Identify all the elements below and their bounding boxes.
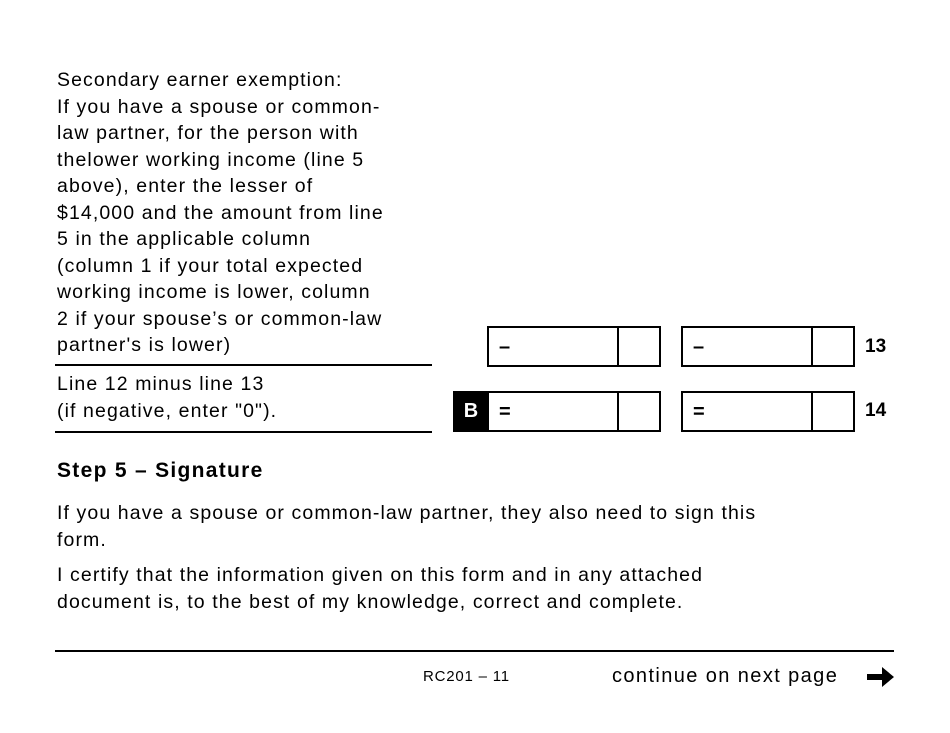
text-line: law partner, for the person with [57,122,359,144]
text-line: working income is lower, column [57,281,371,303]
text-line: partner's is lower) [57,334,232,356]
line13-column2-input[interactable] [681,326,855,367]
line13-description [57,67,384,359]
text-line: above), enter the lesser of [57,175,314,197]
minus-symbol: – [693,336,705,358]
equals-symbol: = [693,401,705,423]
text-line: Line 12 minus line 13 [57,373,265,395]
text-line: If you have a spouse or common-law partner, they also need to sign this [57,502,757,524]
line-number: 13 [865,336,887,357]
text-line: form. [57,528,107,551]
section-heading: Step 5 – Signature [57,459,264,482]
text-line: I certify that the information given on this form and in any attached [57,564,704,586]
step5-paragraph-1 [57,500,756,553]
text-line: $14,000 and the amount from line [57,201,384,224]
text-line: (column 1 if your total expected [57,254,364,277]
minus-symbol: – [499,336,511,358]
line-number: 14 [865,400,887,421]
amount-b-badge: B [453,391,489,432]
right-arrow-icon [867,666,894,688]
text-line: (if negative, enter "0"). [57,399,278,422]
text-line: 5 in the applicable column [57,228,312,250]
step5-paragraph-2 [57,562,703,615]
text-line: document is, to the best of my knowledge, correct and complete. [57,590,684,613]
form-page-id: RC201 – 11 [423,668,510,685]
line14-description [57,371,277,424]
divider [55,364,432,366]
text-line: If you have a spouse or common- [57,95,381,118]
equals-symbol: = [499,401,511,423]
line14-column2-input[interactable] [681,391,855,432]
continue-text: continue on next page [612,665,839,687]
text-line: thelower working income (line 5 [57,148,365,171]
divider [55,431,432,433]
line13-column1-input[interactable] [487,326,661,367]
text-line: 2 if your spouse’s or common-law [57,307,383,330]
footer-divider [55,650,894,652]
text-line: Secondary earner exemption: [57,69,343,91]
line14-column1-input[interactable] [487,391,661,432]
